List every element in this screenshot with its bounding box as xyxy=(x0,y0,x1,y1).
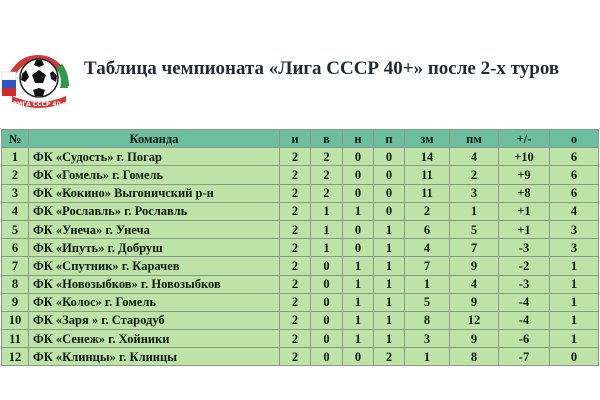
cell-place: 9 xyxy=(2,293,29,311)
cell-team: ФК «Ипуть» г. Добруш xyxy=(29,239,280,257)
cell-place: 8 xyxy=(2,275,29,293)
cell-losses: 1 xyxy=(374,257,405,275)
cell-points: 6 xyxy=(550,166,599,184)
cell-losses: 1 xyxy=(374,311,405,329)
soccer-ball-icon xyxy=(0,44,74,114)
table-row xyxy=(2,293,599,311)
cell-draws: 1 xyxy=(343,202,374,220)
table-row xyxy=(2,220,599,238)
cell-place: 4 xyxy=(2,202,29,220)
cell-wins: 0 xyxy=(311,257,343,275)
cell-goal-diff: -3 xyxy=(499,275,550,293)
cell-wins: 1 xyxy=(311,202,343,220)
cell-played: 2 xyxy=(280,275,311,293)
cell-draws: 0 xyxy=(343,220,374,238)
cell-goal-diff: -6 xyxy=(499,330,550,348)
cell-team: ФК «Клинцы» г. Клинцы xyxy=(29,348,280,366)
cell-draws: 0 xyxy=(343,148,374,166)
cell-goal-diff: +9 xyxy=(499,166,550,184)
cell-place: 5 xyxy=(2,220,29,238)
cell-goals-for: 14 xyxy=(405,148,450,166)
cell-place: 12 xyxy=(2,348,29,366)
table-row xyxy=(2,330,599,348)
table-row xyxy=(2,257,599,275)
cell-team: ФК «Судость» г. Погар xyxy=(29,148,280,166)
cell-goals-against: 5 xyxy=(450,220,499,238)
cell-points: 6 xyxy=(550,148,599,166)
cell-goals-against: 1 xyxy=(450,202,499,220)
cell-wins: 0 xyxy=(311,311,343,329)
cell-played: 2 xyxy=(280,311,311,329)
cell-losses: 1 xyxy=(374,220,405,238)
header-points: о xyxy=(550,130,599,148)
cell-draws: 1 xyxy=(343,257,374,275)
cell-team: ФК «Кокино» Выгоничский р-н xyxy=(29,184,280,202)
cell-points: 1 xyxy=(550,275,599,293)
cell-goals-for: 5 xyxy=(405,293,450,311)
cell-team: ФК «Новозыбков» г. Новозыбков xyxy=(29,275,280,293)
table-row xyxy=(2,275,599,293)
cell-played: 2 xyxy=(280,239,311,257)
cell-draws: 0 xyxy=(343,348,374,366)
cell-goals-against: 2 xyxy=(450,166,499,184)
cell-team: ФК «Заря » г. Стародуб xyxy=(29,311,280,329)
cell-goals-for: 1 xyxy=(405,275,450,293)
table-body xyxy=(2,148,599,366)
cell-place: 6 xyxy=(2,239,29,257)
cell-place: 10 xyxy=(2,311,29,329)
cell-place: 3 xyxy=(2,184,29,202)
cell-played: 2 xyxy=(280,184,311,202)
page-title: Таблица чемпионата «Лига СССР 40+» после 2-х туров xyxy=(84,58,560,79)
cell-draws: 0 xyxy=(343,184,374,202)
cell-played: 2 xyxy=(280,202,311,220)
header-goals-against: пм xyxy=(450,130,499,148)
cell-draws: 0 xyxy=(343,239,374,257)
header-team: Команда xyxy=(29,130,280,148)
cell-goals-for: 6 xyxy=(405,220,450,238)
cell-draws: 1 xyxy=(343,293,374,311)
cell-wins: 0 xyxy=(311,275,343,293)
cell-points: 1 xyxy=(550,293,599,311)
cell-played: 2 xyxy=(280,293,311,311)
table-row xyxy=(2,239,599,257)
cell-goal-diff: -7 xyxy=(499,348,550,366)
cell-wins: 1 xyxy=(311,220,343,238)
cell-place: 11 xyxy=(2,330,29,348)
cell-losses: 0 xyxy=(374,184,405,202)
league-logo xyxy=(0,44,74,114)
header-place: № xyxy=(2,130,29,148)
cell-goals-against: 9 xyxy=(450,330,499,348)
cell-wins: 0 xyxy=(311,348,343,366)
cell-team: ФК «Колос» г. Гомель xyxy=(29,293,280,311)
table-row xyxy=(2,348,599,366)
cell-goals-for: 2 xyxy=(405,202,450,220)
cell-wins: 0 xyxy=(311,293,343,311)
cell-played: 2 xyxy=(280,348,311,366)
cell-goals-against: 9 xyxy=(450,257,499,275)
header-wins: в xyxy=(311,130,343,148)
cell-points: 0 xyxy=(550,348,599,366)
cell-losses: 1 xyxy=(374,330,405,348)
cell-played: 2 xyxy=(280,330,311,348)
cell-team: ФК «Сенеж» г. Хойники xyxy=(29,330,280,348)
cell-team: ФК «Рославль» г. Рославль xyxy=(29,202,280,220)
cell-goals-against: 8 xyxy=(450,348,499,366)
cell-goals-against: 12 xyxy=(450,311,499,329)
header-losses: п xyxy=(374,130,405,148)
table-row xyxy=(2,166,599,184)
cell-points: 4 xyxy=(550,202,599,220)
cell-points: 1 xyxy=(550,330,599,348)
table-header-row xyxy=(2,130,599,148)
cell-wins: 2 xyxy=(311,184,343,202)
cell-losses: 1 xyxy=(374,239,405,257)
cell-goals-for: 4 xyxy=(405,239,450,257)
cell-goals-against: 9 xyxy=(450,293,499,311)
cell-goal-diff: +1 xyxy=(499,220,550,238)
cell-goal-diff: -4 xyxy=(499,293,550,311)
header-draws: н xyxy=(343,130,374,148)
table-row xyxy=(2,202,599,220)
cell-goals-for: 3 xyxy=(405,330,450,348)
cell-goals-for: 7 xyxy=(405,257,450,275)
cell-goals-against: 4 xyxy=(450,275,499,293)
header-goal-diff: +/- xyxy=(499,130,550,148)
cell-goals-against: 3 xyxy=(450,184,499,202)
cell-played: 2 xyxy=(280,257,311,275)
cell-wins: 0 xyxy=(311,330,343,348)
cell-losses: 0 xyxy=(374,202,405,220)
cell-draws: 1 xyxy=(343,330,374,348)
cell-draws: 1 xyxy=(343,275,374,293)
cell-team: ФК «Гомель» г. Гомель xyxy=(29,166,280,184)
logo-text: ЛИГА СССР 40+ xyxy=(12,101,66,108)
cell-played: 2 xyxy=(280,220,311,238)
cell-played: 2 xyxy=(280,166,311,184)
cell-points: 6 xyxy=(550,184,599,202)
cell-draws: 1 xyxy=(343,311,374,329)
cell-wins: 2 xyxy=(311,166,343,184)
cell-goals-for: 1 xyxy=(405,348,450,366)
cell-place: 7 xyxy=(2,257,29,275)
table-row xyxy=(2,311,599,329)
cell-points: 3 xyxy=(550,239,599,257)
cell-team: ФК «Спутник» г. Карачев xyxy=(29,257,280,275)
cell-goals-for: 11 xyxy=(405,166,450,184)
cell-points: 3 xyxy=(550,220,599,238)
cell-goal-diff: -4 xyxy=(499,311,550,329)
cell-goals-against: 4 xyxy=(450,148,499,166)
cell-losses: 2 xyxy=(374,348,405,366)
cell-goals-for: 11 xyxy=(405,184,450,202)
cell-points: 1 xyxy=(550,311,599,329)
cell-goals-for: 8 xyxy=(405,311,450,329)
cell-goal-diff: +1 xyxy=(499,202,550,220)
cell-goal-diff: -2 xyxy=(499,257,550,275)
cell-played: 2 xyxy=(280,148,311,166)
standings-table xyxy=(1,129,599,366)
cell-losses: 0 xyxy=(374,148,405,166)
header-played: и xyxy=(280,130,311,148)
cell-goal-diff: -3 xyxy=(499,239,550,257)
table-row xyxy=(2,184,599,202)
cell-draws: 0 xyxy=(343,166,374,184)
table-row xyxy=(2,148,599,166)
cell-points: 1 xyxy=(550,257,599,275)
cell-wins: 1 xyxy=(311,239,343,257)
cell-place: 1 xyxy=(2,148,29,166)
cell-wins: 2 xyxy=(311,148,343,166)
header-goals-for: зм xyxy=(405,130,450,148)
cell-goal-diff: +8 xyxy=(499,184,550,202)
cell-losses: 1 xyxy=(374,275,405,293)
cell-team: ФК «Унеча» г. Унеча xyxy=(29,220,280,238)
cell-place: 2 xyxy=(2,166,29,184)
cell-goals-against: 7 xyxy=(450,239,499,257)
cell-losses: 1 xyxy=(374,293,405,311)
cell-goal-diff: +10 xyxy=(499,148,550,166)
cell-losses: 0 xyxy=(374,166,405,184)
